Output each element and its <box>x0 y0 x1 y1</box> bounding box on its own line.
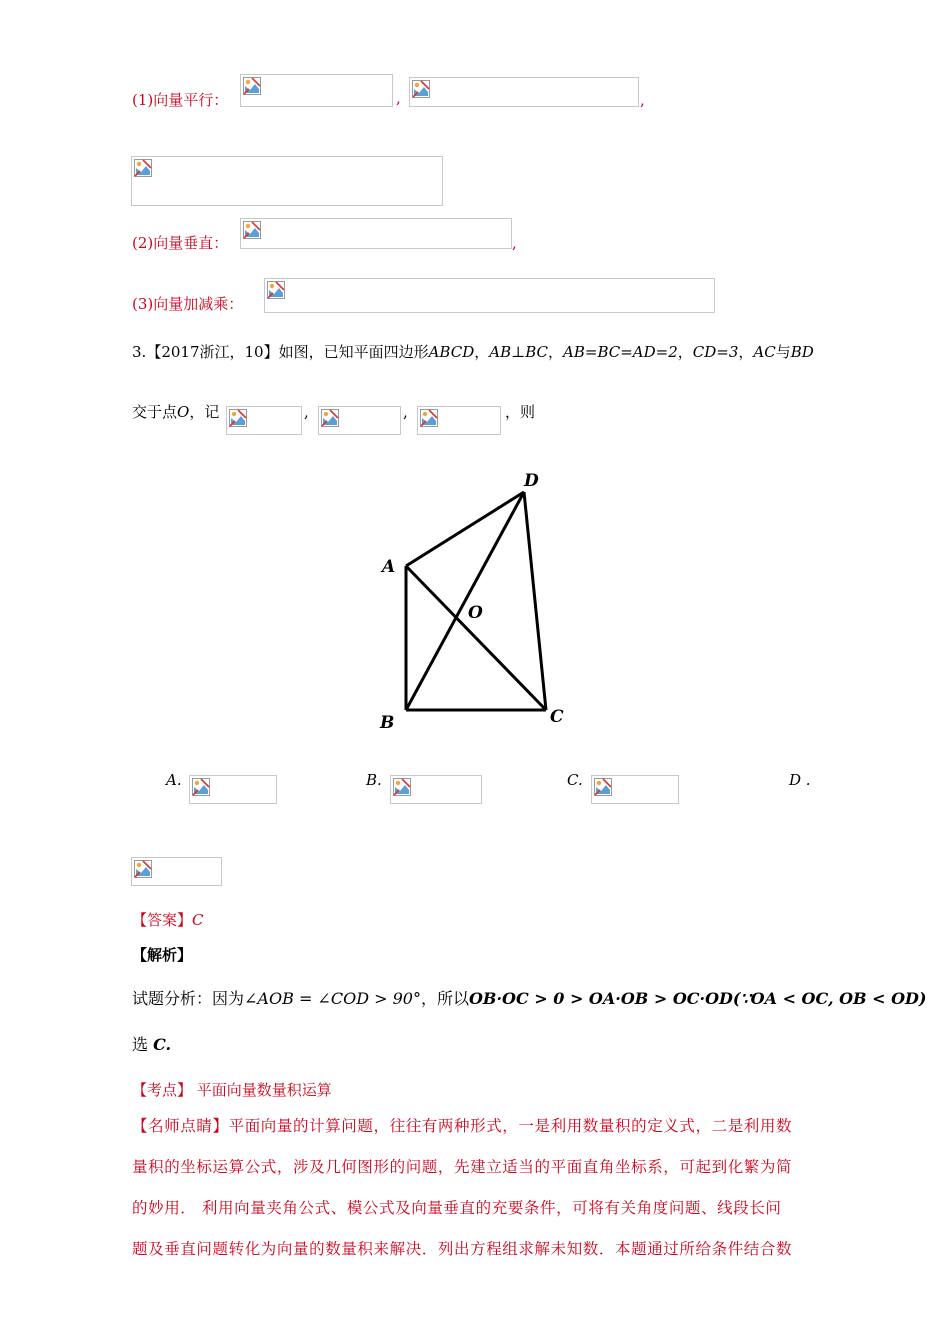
conclusion-line: 选 C. <box>132 1035 172 1054</box>
kaodian-label: 【考点】 <box>132 1081 193 1099</box>
formula-image-1 <box>240 74 393 107</box>
broken-image-icon <box>229 409 247 427</box>
formula-image-2 <box>409 77 639 107</box>
formula-image-5 <box>264 278 715 313</box>
broken-image-icon <box>321 409 339 427</box>
segment-da <box>406 492 524 566</box>
item-vector-parallel-label: (1)向量平行： <box>132 91 229 109</box>
label-c: C <box>550 707 564 727</box>
label-d: D <box>524 471 539 491</box>
comma: , <box>512 234 517 252</box>
mingshi-line-3: 的妙用． 利用向量夹角公式、模公式及向量垂直的充要条件，可将有关角度问题、线段长问 <box>132 1199 782 1217</box>
broken-image-icon <box>243 77 261 95</box>
broken-image-icon <box>134 159 152 177</box>
item-vector-operations-label: (3)向量加减乘： <box>132 295 244 313</box>
broken-image-icon <box>134 860 152 878</box>
formula-image-I1 <box>226 406 302 435</box>
comma: , <box>640 91 645 109</box>
label-a: A <box>382 557 396 577</box>
option-d-image <box>131 857 222 886</box>
analysis-label: 【解析】 <box>132 946 193 964</box>
quadrilateral-figure <box>370 460 580 740</box>
formula-image-I2 <box>318 406 401 435</box>
option-c-label: C. <box>567 771 583 789</box>
broken-image-icon <box>594 778 612 796</box>
formula-image-3 <box>131 156 443 206</box>
broken-image-icon <box>393 778 411 796</box>
item-vector-perpendicular-label: (2)向量垂直： <box>132 234 229 252</box>
then-text: ，则 <box>505 403 536 421</box>
broken-image-icon <box>243 221 261 239</box>
diagonal-ac <box>406 566 546 710</box>
formula-image-4 <box>240 218 512 249</box>
comma: , <box>396 89 401 107</box>
option-c-image <box>591 775 679 804</box>
broken-image-icon <box>267 281 285 299</box>
segment-cd <box>524 492 546 710</box>
option-a-image <box>189 775 277 804</box>
kaodian-line <box>132 1080 332 1100</box>
answer-line <box>132 910 204 930</box>
comma: , <box>403 403 408 421</box>
label-o: O <box>468 603 483 623</box>
broken-image-icon <box>412 80 430 98</box>
mingshi-line-2: 量积的坐标运算公式，涉及几何图形的问题，先建立适当的平面直角坐标系，可起到化繁为简 <box>132 1158 793 1176</box>
problem-statement-line1: 3.【2017浙江，10】如图，已知平面四边形ABCD，AB⊥BC，AB=BC=AD=2，CD=3，AC与BD <box>132 343 814 361</box>
diagonal-bd <box>406 492 524 710</box>
mingshi-line-4: 题及垂直问题转化为向量的数量积来解决．列出方程组求解未知数．本题通过所给条件结合数 <box>132 1240 793 1258</box>
broken-image-icon <box>192 778 210 796</box>
mingshi-line-1: 【名师点睛】平面向量的计算问题，往往有两种形式，一是利用数量积的定义式，二是利用数 <box>132 1117 793 1135</box>
option-b-label: B. <box>366 771 382 789</box>
comma: , <box>304 403 309 421</box>
option-d-label: D . <box>789 771 811 789</box>
option-a-label: A. <box>166 771 182 789</box>
analysis-line: 试题分析：因为∠AOB = ∠COD > 90°，所以OB·OC > 0 > OA·OB > OC·OD(∵OA < OC, OB < OD) <box>132 989 927 1008</box>
kaodian-text: 平面向量数量积运算 <box>196 1081 332 1099</box>
formula-image-I3 <box>417 406 501 435</box>
answer-value: C <box>192 911 204 929</box>
label-b: B <box>380 713 395 733</box>
problem-statement-line2: 交于点O，记 <box>132 403 220 421</box>
answer-label: 【答案】 <box>132 911 193 929</box>
broken-image-icon <box>420 409 438 427</box>
option-b-image <box>390 775 482 804</box>
